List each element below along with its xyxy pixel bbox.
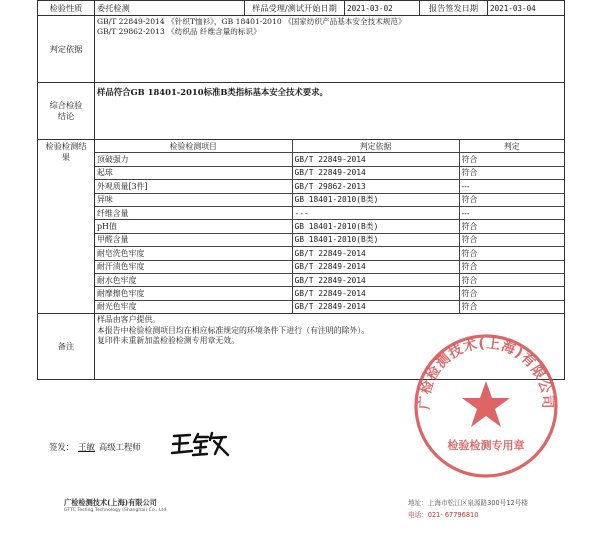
conclusion-label-line: 结论 xyxy=(57,111,75,121)
results-table xyxy=(95,140,564,313)
conclusion-label-line: 综合检验 xyxy=(49,100,83,110)
item-basis: GB/T 22849-2014 xyxy=(292,247,459,260)
star-icon xyxy=(462,381,510,427)
company-address: 地址：上海市松江区泉源路300号12号楼 xyxy=(408,499,528,507)
item-name: 异味 xyxy=(95,193,292,206)
results-table-cell xyxy=(95,140,565,314)
issue-date-label: 报告签发日期 xyxy=(420,1,488,16)
item-basis: GB/T 22849-2014 xyxy=(292,260,459,273)
item-verdict: 符合 xyxy=(459,247,564,260)
item-verdict: 符合 xyxy=(459,153,564,166)
item-basis: --- xyxy=(292,206,459,219)
results-header-row xyxy=(95,140,564,153)
remark-line: 本报告中检验检测项目均在相应标准规定的环境条件下进行（有注明的除外）。 xyxy=(97,325,370,335)
item-verdict: --- xyxy=(459,206,564,219)
sample-date-value: 2021-03-02 xyxy=(345,1,420,16)
results-label-line: 果 xyxy=(61,152,71,162)
item-name: 耐光色牢度 xyxy=(95,300,292,313)
item-verdict: 符合 xyxy=(459,193,564,206)
item-name: 起球 xyxy=(95,166,292,179)
item-verdict: 符合 xyxy=(459,220,564,233)
item-verdict: 符合 xyxy=(459,273,564,286)
item-name: 纤维含量 xyxy=(95,206,292,219)
company-name-en: GTTC Testing Technology (Shanghai) Co., Ltd. xyxy=(64,508,168,513)
remark-line: 复印件未重新加盖检验检测专用章无效。 xyxy=(97,336,240,346)
table-row xyxy=(95,153,564,166)
signatory-name: 王敏 xyxy=(78,442,95,452)
item-name: 耐摩擦色牢度 xyxy=(95,287,292,300)
company-phone: 电话：021- 67796810 xyxy=(408,511,479,519)
issue-date-value: 2021-03-04 xyxy=(488,1,565,16)
table-row xyxy=(95,247,564,260)
item-name: pH值 xyxy=(95,220,292,233)
column-header: 判定依据 xyxy=(292,140,459,153)
column-header: 判定 xyxy=(459,140,564,153)
basis-label: 判定依据 xyxy=(38,16,95,83)
item-verdict: 符合 xyxy=(459,260,564,273)
table-row xyxy=(95,206,564,219)
test-nature-value: 委托检测 xyxy=(95,1,245,16)
signatory-title: 高级工程师 xyxy=(98,442,141,452)
item-basis: GB/T 22849-2014 xyxy=(292,166,459,179)
stamp-center-text: 检验检测专用章 xyxy=(447,439,525,452)
table-row xyxy=(95,193,564,206)
remark-line: 样品由客户提供。 xyxy=(97,315,161,325)
table-row xyxy=(95,287,564,300)
item-basis: GB/T 29862-2013 xyxy=(292,180,459,193)
handwritten-signature xyxy=(170,428,232,458)
header-row xyxy=(38,1,565,16)
item-name: 顶破强力 xyxy=(95,153,292,166)
results-label-line: 检验检测结 xyxy=(45,141,87,151)
item-name: 耐水色牢度 xyxy=(95,273,292,286)
basis-line: GB/T 29862-2013 《纺织品 纤维含量的标识》 xyxy=(97,27,261,36)
item-verdict: 符合 xyxy=(461,302,478,312)
official-seal-stamp xyxy=(413,333,559,479)
conclusion-text: 样品符合GB 18401-2010标准B类指标基本安全技术要求。 xyxy=(95,83,565,140)
test-nature-label: 检验性质 xyxy=(38,1,95,16)
remarks-label: 备注 xyxy=(38,314,95,380)
table-row xyxy=(95,233,564,246)
table-row xyxy=(95,180,564,193)
basis-line: GB/T 22849-2014 《针织T恤衫》，GB 18401-2010 《国家纺织产品基本安全技术规范》 xyxy=(97,17,406,26)
table-row xyxy=(95,166,564,179)
item-name: 耐汗渍色牢度 xyxy=(95,260,292,273)
basis-row xyxy=(38,16,565,83)
item-basis: GB 18401-2010(B类) xyxy=(292,233,459,246)
item-basis: GB 18401-2010(B类) xyxy=(292,220,459,233)
item-verdict: 符合 xyxy=(459,287,564,300)
item-name: 耐皂洗色牢度 xyxy=(95,247,292,260)
sample-date-label: 样品受理/测试开始日期 xyxy=(245,1,345,16)
table-row xyxy=(95,260,564,273)
results-label xyxy=(38,140,95,314)
stamp-ring-text: 广检检测技术(上海)有限公司 xyxy=(416,335,556,410)
conclusion-row xyxy=(38,83,565,140)
company-name-cn: 广检检测技术(上海)有限公司 xyxy=(64,498,157,507)
item-name: 甲醛含量 xyxy=(95,233,292,246)
item-verdict: 符合 xyxy=(459,166,564,179)
item-basis: GB/T 22849-2014 xyxy=(292,153,459,166)
signatory-label: 签发： xyxy=(49,442,75,452)
signatory xyxy=(49,441,141,453)
table-row xyxy=(95,220,564,233)
item-verdict: --- xyxy=(459,180,564,193)
basis-content xyxy=(95,16,565,83)
item-basis: GB/T 22849-2014 xyxy=(292,300,459,313)
item-basis: GB 18401-2010(B类) xyxy=(292,193,459,206)
table-row xyxy=(95,300,564,313)
results-row xyxy=(38,140,565,314)
item-basis: GB/T 22849-2014 xyxy=(292,287,459,300)
footer-contact xyxy=(408,497,528,521)
item-verdict: 符合 xyxy=(459,233,564,246)
conclusion-label xyxy=(38,83,95,140)
table-row xyxy=(95,273,564,286)
item-basis: GB/T 22849-2014 xyxy=(292,273,459,286)
column-header: 检验检测项目 xyxy=(95,140,292,153)
item-name: 外观质量[3件] xyxy=(95,180,292,193)
